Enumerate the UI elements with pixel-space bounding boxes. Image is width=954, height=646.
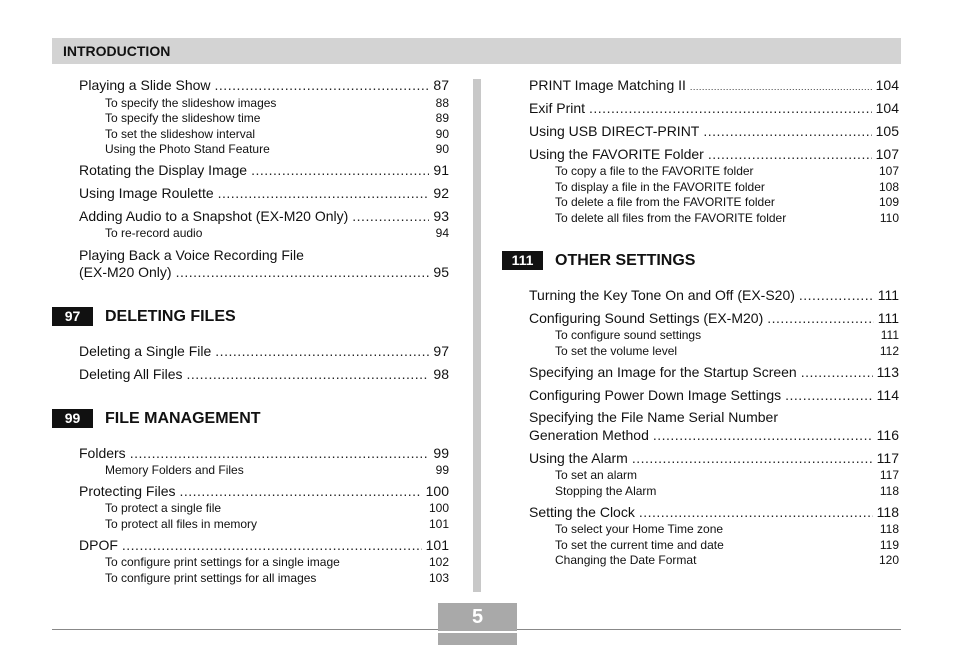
toc-subentry[interactable]: To select your Home Time zone 118 (555, 522, 899, 536)
toc-entry[interactable]: Playing Back a Voice Recording File (79, 247, 304, 263)
toc-entry[interactable]: Rotating the Display Image ..... 91 (79, 162, 449, 178)
toc-entry[interactable]: Using Image Roulette ..... 92 (79, 185, 449, 201)
toc-entry[interactable]: Using USB DIRECT-PRINT ..... 105 (529, 123, 899, 139)
toc-entry[interactable]: DPOF ..... 101 (79, 537, 449, 553)
toc-subentry[interactable]: To protect a single file 100 (105, 501, 449, 515)
section-title: OTHER SETTINGS (555, 251, 696, 269)
toc-subentry[interactable]: Using the Photo Stand Feature 90 (105, 142, 449, 156)
toc-subentry[interactable]: To specify the slideshow time 89 (105, 111, 449, 125)
toc-entry[interactable]: Setting the Clock ..... 118 (529, 504, 899, 520)
section-page-badge: 97 (52, 307, 93, 326)
toc-subentry[interactable]: To copy a file to the FAVORITE folder 107 (555, 164, 899, 178)
toc-subentry[interactable]: To delete a file from the FAVORITE folder 109 (555, 195, 899, 209)
toc-subentry[interactable]: To configure sound settings 111 (555, 328, 899, 342)
toc-subentry[interactable]: To set the current time and date 119 (555, 538, 899, 552)
toc-entry[interactable]: Configuring Power Down Image Settings ..... 114 (529, 387, 899, 403)
toc-entry[interactable]: Deleting a Single File ..... 97 (79, 343, 449, 359)
toc-subentry[interactable]: To delete all files from the FAVORITE folder 110 (555, 211, 899, 225)
toc-entry[interactable]: Exif Print ..... 104 (529, 100, 899, 116)
section-heading-other-settings[interactable] (502, 251, 695, 270)
page-number: 5 (471, 606, 484, 628)
page-number-tab-base (438, 633, 517, 645)
toc-entry[interactable]: Protecting Files ..... 100 (79, 483, 449, 499)
toc-entry[interactable]: Playing a Slide Show ..... 87 (79, 77, 449, 93)
toc-entry[interactable]: Specifying an Image for the Startup Screen ..... 113 (529, 364, 899, 380)
toc-subentry[interactable]: Memory Folders and Files 99 (105, 463, 449, 477)
toc-entry[interactable]: Deleting All Files ..... 98 (79, 366, 449, 382)
section-page-badge: 99 (52, 409, 93, 428)
toc-entry[interactable]: Using the Alarm ..... 117 (529, 450, 899, 466)
column-divider (473, 79, 481, 592)
toc-subentry[interactable]: Changing the Date Format 120 (555, 553, 899, 567)
toc-subentry[interactable]: Stopping the Alarm 118 (555, 484, 899, 498)
toc-entry[interactable]: Turning the Key Tone On and Off (EX-S20) ..... 111 (529, 287, 899, 303)
section-heading-deleting-files[interactable] (52, 307, 236, 326)
toc-subentry[interactable]: To set the volume level 112 (555, 344, 899, 358)
section-heading-file-management[interactable] (52, 409, 261, 428)
toc-subentry[interactable]: To re-record audio 94 (105, 226, 449, 240)
toc-subentry[interactable]: To set an alarm 117 (555, 468, 899, 482)
toc-entry[interactable]: PRINT Image Matching II ..... 104 (529, 77, 899, 93)
toc-entry[interactable]: (EX-M20 Only) ..... 95 (79, 264, 449, 280)
toc-subentry[interactable]: To configure print settings for all images 103 (105, 571, 449, 585)
section-title: FILE MANAGEMENT (105, 409, 261, 427)
toc-subentry[interactable]: To display a file in the FAVORITE folder 108 (555, 180, 899, 194)
toc-entry[interactable]: Generation Method ..... 116 (529, 427, 899, 443)
toc-entry[interactable]: Configuring Sound Settings (EX-M20) ..... 111 (529, 310, 899, 326)
section-page-badge: 111 (502, 251, 543, 270)
toc-entry[interactable]: Folders ..... 99 (79, 445, 449, 461)
section-header-bar (52, 38, 901, 64)
page-number-box (438, 603, 517, 645)
toc-subentry[interactable]: To configure print settings for a single image 102 (105, 555, 449, 569)
header-title: INTRODUCTION (63, 43, 171, 59)
toc-subentry[interactable]: To set the slideshow interval 90 (105, 127, 449, 141)
toc-entry[interactable]: Specifying the File Name Serial Number (529, 409, 778, 425)
toc-entry[interactable]: Adding Audio to a Snapshot (EX-M20 Only) ..... 93 (79, 208, 449, 224)
toc-entry[interactable]: Using the FAVORITE Folder ..... 107 (529, 146, 899, 162)
toc-subentry[interactable]: To protect all files in memory 101 (105, 517, 449, 531)
toc-subentry[interactable]: To specify the slideshow images 88 (105, 96, 449, 110)
section-title: DELETING FILES (105, 307, 236, 325)
